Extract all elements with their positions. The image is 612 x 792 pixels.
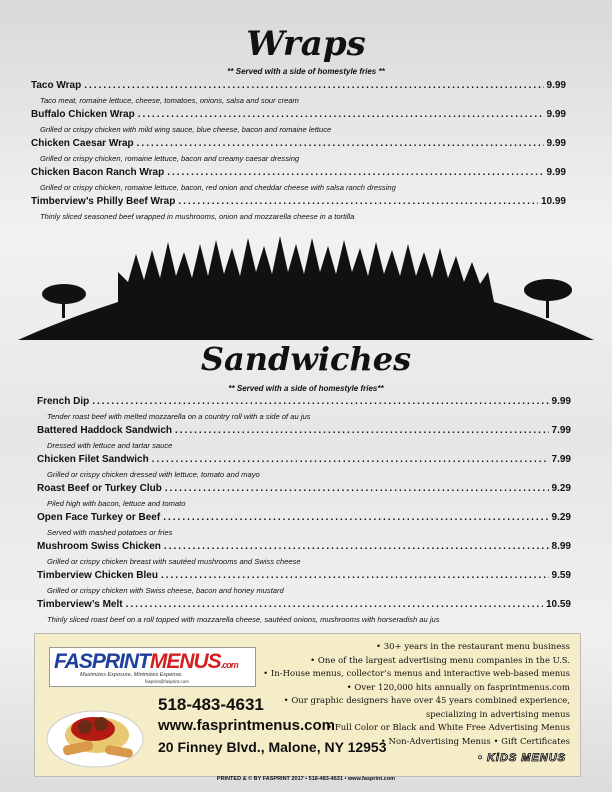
menu-item xyxy=(31,138,566,149)
spaghetti-plate-image xyxy=(45,691,145,769)
sandwiches-note: ** Served with a side of homestyle fries** xyxy=(228,384,384,393)
address: 20 Finney Blvd., Malone, NY 12953 xyxy=(158,739,387,755)
menu-item xyxy=(31,109,566,120)
logo-tagline: Maximizes Exposure, Minimizes Expense. xyxy=(80,672,183,678)
logo-com: .com xyxy=(220,660,238,670)
menu-item-description: Dressed with lettuce and tartar sauce xyxy=(47,441,173,450)
menu-item-name: Chicken Filet Sandwich xyxy=(37,454,149,465)
leader-dots xyxy=(152,454,549,465)
menu-item-price: 9.29 xyxy=(551,512,571,523)
leader-dots xyxy=(161,570,549,581)
menu-item xyxy=(31,167,566,178)
menu-item xyxy=(37,396,571,407)
menu-item xyxy=(37,454,571,465)
menu-item-price: 8.99 xyxy=(551,541,571,552)
leader-dots xyxy=(165,483,549,494)
menu-item-description: Thinly sliced roast beef on a roll topped with mozzarella cheese, sautéed onions, mushrooms with horseradish au jus xyxy=(47,615,440,624)
menu-item xyxy=(31,196,566,207)
menu-item-name: Mushroom Swiss Chicken xyxy=(37,541,161,552)
menu-item xyxy=(31,80,566,91)
menu-item-price: 9.99 xyxy=(546,109,566,120)
leader-dots xyxy=(164,541,549,552)
leader-dots xyxy=(84,80,543,91)
ad-bullet: • One of the largest advertising menu companies in the U.S. xyxy=(310,655,570,666)
menu-item-description: Piled high with bacon, lettuce and tomato xyxy=(47,499,186,508)
menu-item-price: 9.99 xyxy=(546,138,566,149)
menu-item-name: Timberview Chicken Bleu xyxy=(37,570,158,581)
menu-item-name: Open Face Turkey or Beef xyxy=(37,512,161,523)
menu-item-name: Taco Wrap xyxy=(31,80,82,91)
ad-bullet: • In-House menus, collector’s menus and interactive web-based menus xyxy=(263,669,570,679)
ad-bullet: • 30+ years in the restaurant menu business xyxy=(375,642,570,652)
sandwiches-title: Sandwiches xyxy=(200,340,412,378)
logo-fasprint: FASPRINT xyxy=(54,650,150,673)
menu-item-name: Timberview’s Melt xyxy=(37,599,123,610)
menu-item-description: Grilled or crispy chicken breast with sautéed mushrooms and Swiss cheese xyxy=(47,557,301,566)
menu-item-name: Timberview’s Philly Beef Wrap xyxy=(31,196,176,207)
ad-bullet: • Our graphic designers have over 45 years combined experience, xyxy=(283,696,570,706)
leader-dots xyxy=(138,109,544,120)
menu-item-description: Thinly sliced seasoned beef wrapped in mushrooms, onion and mozzarella cheese in a tortilla xyxy=(40,212,355,221)
menu-item-name: Chicken Bacon Ranch Wrap xyxy=(31,167,165,178)
menu-item-description: Grilled or crispy chicken, romaine lettuce, bacon and creamy caesar dressing xyxy=(40,154,300,163)
menu-item-price: 10.59 xyxy=(545,599,571,610)
menu-item-price: 7.99 xyxy=(551,425,571,436)
website: www.fasprintmenus.com xyxy=(158,717,335,734)
menu-item-description: Tender roast beef with melted mozzarella on a country roll with a side of au jus xyxy=(47,412,311,421)
fasprint-advertisement xyxy=(34,633,581,777)
ad-bullet: • Full Color or Black and White Free Advertising Menus xyxy=(327,723,570,733)
menu-item-description: Grilled or crispy chicken, romaine lettuce, bacon, red onion and cheddar cheese with salsa ranch dressing xyxy=(40,183,396,192)
menu-item-name: Buffalo Chicken Wrap xyxy=(31,109,135,120)
leader-dots xyxy=(126,599,543,610)
menu-item xyxy=(37,512,571,523)
menu-item-price: 9.59 xyxy=(551,570,571,581)
menu-item-name: Chicken Caesar Wrap xyxy=(31,138,134,149)
menu-item-description: Grilled or crispy chicken dressed with lettuce, tomato and mayo xyxy=(47,470,260,479)
menu-item xyxy=(37,483,571,494)
menu-item xyxy=(37,425,571,436)
ad-bullet: • Non-Advertising Menus • Gift Certificates xyxy=(380,736,570,747)
logo-menus: MENUS xyxy=(149,650,221,673)
ad-bullet: specializing in advertising menus xyxy=(425,709,570,720)
leader-dots xyxy=(167,167,543,178)
logo-email: fasprint@fasprint.com xyxy=(145,679,189,684)
ad-bullet: • Over 120,000 hits annually on fasprintmenus.com xyxy=(346,682,570,693)
menu-item-price: 9.99 xyxy=(551,396,571,407)
menu-item-description: Grilled or crispy chicken with mild wing sauce, blue cheese, bacon and romaine lettuce xyxy=(40,125,332,134)
menu-item-price: 9.99 xyxy=(546,80,566,91)
menu-item xyxy=(37,570,571,581)
menu-item-name: Roast Beef or Turkey Club xyxy=(37,483,162,494)
menu-item-description: Grilled or crispy chicken with Swiss cheese, bacon and honey mustard xyxy=(47,586,284,595)
phone-number: 518-483-4631 xyxy=(158,695,264,714)
menu-item-description: Served with mashed potatoes or fries xyxy=(47,528,173,537)
leader-dots xyxy=(92,396,548,407)
wraps-note: ** Served with a side of homestyle fries ** xyxy=(227,67,385,76)
kids-menus-label: • KiDS MENUS xyxy=(478,752,566,764)
menu-item-price: 9.99 xyxy=(546,167,566,178)
fasprint-logo xyxy=(49,647,256,687)
leader-dots xyxy=(175,425,549,436)
menu-item-price: 7.99 xyxy=(551,454,571,465)
leader-dots xyxy=(163,512,548,523)
menu-item-price: 9.29 xyxy=(551,483,571,494)
menu-item-name: Battered Haddock Sandwich xyxy=(37,425,173,436)
menu-item xyxy=(37,541,571,552)
forest-silhouette xyxy=(18,232,594,344)
menu-item-name: French Dip xyxy=(37,396,90,407)
footer-credit: PRINTED & © BY FASPRINT 2017 • 518-483-4631 • www.fasprint.com xyxy=(216,776,396,782)
menu-item xyxy=(37,599,571,610)
wraps-title: Wraps xyxy=(246,24,366,64)
menu-item-price: 10.99 xyxy=(540,196,566,207)
menu-item-description: Taco meat, romaine lettuce, cheese, tomatoes, onions, salsa and sour cream xyxy=(40,96,299,105)
leader-dots xyxy=(178,196,538,207)
leader-dots xyxy=(137,138,544,149)
